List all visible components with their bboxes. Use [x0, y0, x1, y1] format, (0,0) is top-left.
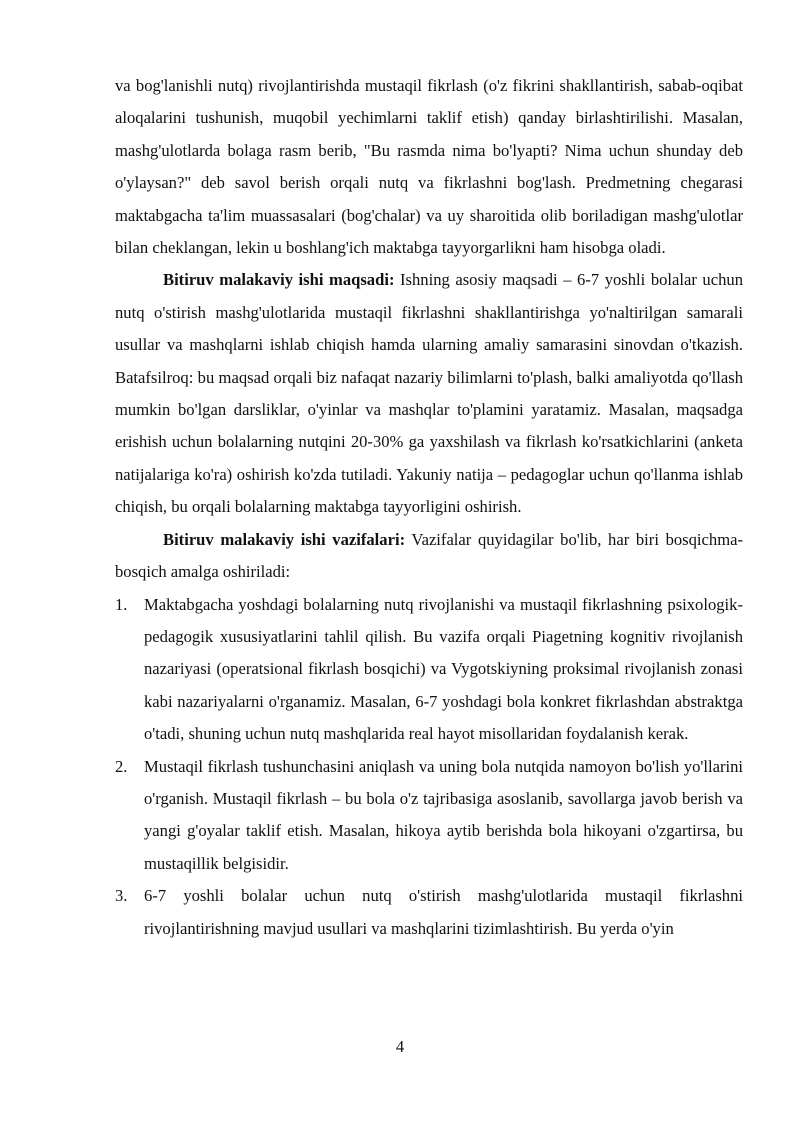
- list-item-text: Mustaqil fikrlash tushunchasini aniqlash va uning bola nutqida namoyon bo'lish yo'llarini o'rganish. Mustaqil fikrlash – bu bola o'z tajribasiga asoslanib, savollarga javob berish va yangi g'oyalar taklif etish. Masalan, hikoya aytib berishda bola hikoyani o'zgartirsa, bu mustaqillik belgisidir.: [144, 756, 743, 873]
- goal-paragraph: [115, 264, 743, 523]
- document-page: [115, 70, 743, 945]
- tasks-intro-text: Vazifalar quyidagilar bo'lib, har biri bosqichma-bosqich amalga oshiriladi:: [115, 529, 743, 582]
- list-item: [115, 589, 743, 751]
- list-item-number: 1.: [115, 594, 128, 614]
- tasks-list: [115, 589, 743, 945]
- intro-paragraph: va bog'lanishli nutq) rivojlantirishda mustaqil fikrlash (o'z fikrini shakllantirish, sabab-oqibat aloqalarini tushunish, muqobil yechimlarni taklif etish) qanday birlashtirilishi. Masalan, mashg'ulotlarda bolaga rasm berib, "Bu rasmda nima bo'lyapti? Nima uchun shunday deb o'ylaysan?" deb savol berish orqali nutq va fikrlashni bog'lash. Predmetning chegarasi maktabgacha ta'lim muassasalari (bog'chalar) va uy sharoitida olib boriladigan mashg'ulotlar bilan cheklangan, lekin u boshlang'ich maktabga tayyorgarlikni ham hisobga oladi.: [115, 76, 743, 258]
- goal-text: Ishning asosiy maqsadi – 6-7 yoshli bolalar uchun nutq o'stirish mashg'ulotlarida mustaqil fikrlashni shakllantirishga yo'naltirilgan samarali usullar va mashqlarni ishlab chiqish hamda ularning amaliy samarasini sinovdan o'tkazish. Batafsilroq: bu maqsad orqali biz nafaqat nazariy bilimlarni to'plash, balki amaliyotda qo'llash mumkin bo'lgan darsliklar, o'yinlar va mashqlar to'plamini yaratamiz. Masalan, maqsadga erishish uchun bolalarning nutqini 20-30% ga yaxshilash va fikrlash ko'rsatkichlarini (anketa natijalariga ko'ra) oshirish ko'zda tutiladi. Yakuniy natija – pedagoglar uchun qo'llanma ishlab chiqish, bu orqali bolalarning maktabga tayyorligini oshirish.: [115, 270, 743, 517]
- page-number: 4: [395, 1037, 405, 1056]
- tasks-heading: Bitiruv malakaviy ishi vazifalari:: [163, 529, 406, 549]
- list-item: [115, 751, 743, 881]
- list-item-number: 2.: [115, 756, 128, 776]
- tasks-paragraph: [115, 524, 743, 589]
- goal-heading: Bitiruv malakaviy ishi maqsadi:: [163, 270, 395, 290]
- list-item-number: 3.: [115, 886, 128, 906]
- list-item-text: 6-7 yoshli bolalar uchun nutq o'stirish mashg'ulotlarida mustaqil fikrlashni rivojlantirishning mavjud usullari va mashqlarini tizimlashtirish. Bu yerda o'yin: [144, 886, 743, 938]
- list-item-text: Maktabgacha yoshdagi bolalarning nutq rivojlanishi va mustaqil fikrlashning psixologik-pedagogik xususiyatlarini tahlil qilish. Bu vazifa orqali Piagetning kognitiv rivojlanish nazariyasi (operatsional fikrlash bosqichi) va Vygotskiyning proksimal rivojlanish zonasi kabi nazariyalarni o'rganamiz. Masalan, 6-7 yoshdagi bola konkret fikrlashdan abstraktga o'tadi, shuning uchun nutq mashqlarida real hayot misollaridan foydalanish kerak.: [144, 594, 743, 744]
- list-item: [115, 880, 743, 945]
